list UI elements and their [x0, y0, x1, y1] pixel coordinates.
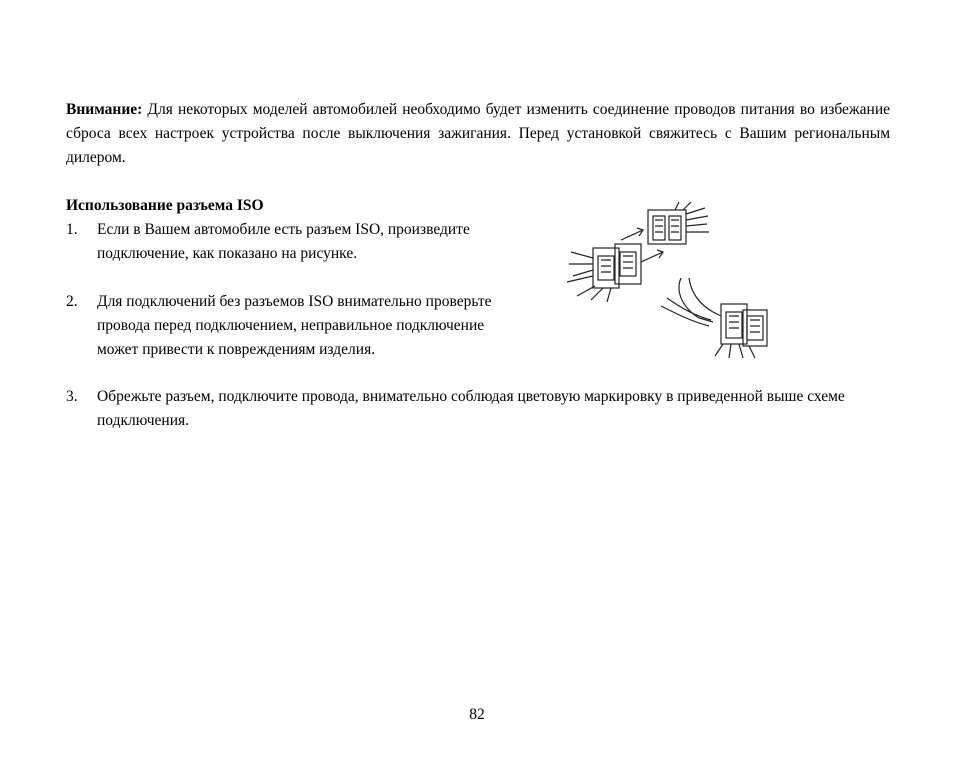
section-heading: Использование разъема ISO — [66, 197, 264, 214]
page-number: 82 — [469, 706, 485, 723]
list-number: 3. — [66, 388, 78, 405]
list-line: Если в Вашем автомобиле есть разъем ISO, произведите — [97, 221, 470, 238]
list-line: Для подключений без разъемов ISO внимательно проверьте — [97, 293, 492, 310]
iso-connector-illustration — [563, 200, 793, 368]
warning-text: Для некоторых моделей автомобилей необходимо будет изменить соединение проводов питания во избежание сброса всех настроек устройства после выключения зажигания. Перед установкой свяжитесь с Вашим региональным дилером. — [66, 101, 890, 166]
list-line: Обрежьте разъем, подключите провода, внимательно соблюдая цветовую маркировку в приведенной выше схеме подключения. — [97, 388, 845, 429]
list-number: 1. — [66, 221, 78, 238]
warning-paragraph — [66, 98, 890, 170]
list-line: провода перед подключением, неправильное подключение — [97, 317, 485, 334]
list-line: может привести к повреждениям изделия. — [97, 341, 376, 358]
warning-label: Внимание: — [66, 101, 143, 118]
list-line: подключение, как показано на рисунке. — [97, 245, 358, 262]
list-number: 2. — [66, 293, 78, 310]
iso-connector-drawing — [563, 200, 793, 368]
